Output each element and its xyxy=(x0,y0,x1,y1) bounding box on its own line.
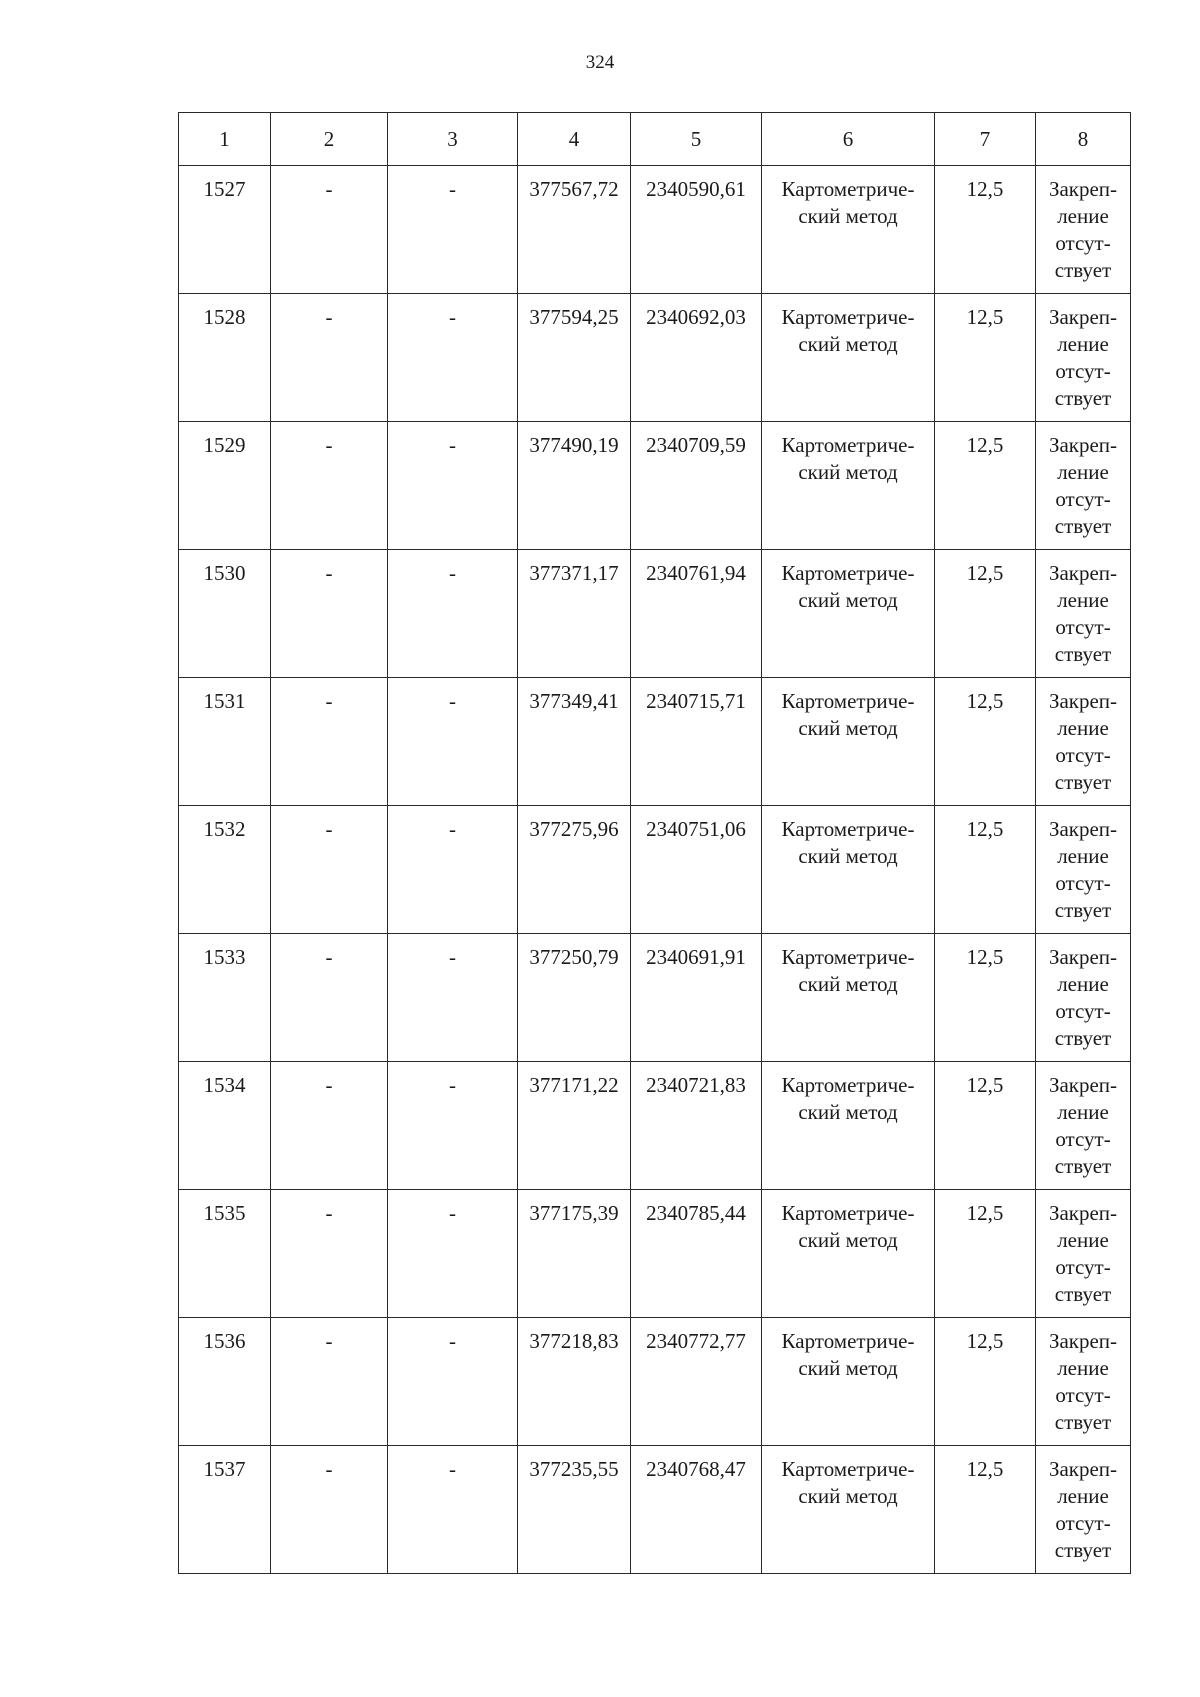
method-line: Картометриче- xyxy=(781,817,915,841)
fixing-line: ствует xyxy=(1054,514,1112,538)
fixing-cell xyxy=(1036,1446,1131,1574)
fixing-line: ствует xyxy=(1054,258,1112,282)
y-coordinate-cell: 2340761,94 xyxy=(631,550,762,678)
table-row xyxy=(179,678,1131,806)
y-coordinate-cell: 2340715,71 xyxy=(631,678,762,806)
point-id-cell: 1528 xyxy=(179,294,271,422)
col3-cell: - xyxy=(388,678,518,806)
point-id-cell: 1535 xyxy=(179,1190,271,1318)
fixing-cell xyxy=(1036,1318,1131,1446)
fixing-cell xyxy=(1036,422,1131,550)
fixing-line: ствует xyxy=(1054,1026,1112,1050)
table-row xyxy=(179,934,1131,1062)
fixing-line: отсут- xyxy=(1055,359,1111,383)
fixing-line: отсут- xyxy=(1055,743,1111,767)
method-line: Картометриче- xyxy=(781,305,915,329)
header-cell-3: 3 xyxy=(388,113,518,166)
table-row xyxy=(179,422,1131,550)
fixing-cell xyxy=(1036,678,1131,806)
accuracy-cell: 12,5 xyxy=(935,1318,1036,1446)
col3-cell: - xyxy=(388,1318,518,1446)
fixing-line: ление xyxy=(1057,844,1109,868)
fixing-line: ление xyxy=(1057,460,1109,484)
fixing-line: отсут- xyxy=(1055,1511,1111,1535)
fixing-line: ление xyxy=(1057,1356,1109,1380)
fixing-line: Закреп- xyxy=(1048,305,1118,329)
accuracy-cell: 12,5 xyxy=(935,166,1036,294)
y-coordinate-cell: 2340590,61 xyxy=(631,166,762,294)
x-coordinate-cell: 377490,19 xyxy=(518,422,631,550)
method-line: ский метод xyxy=(798,588,898,612)
fixing-cell xyxy=(1036,934,1131,1062)
fixing-cell xyxy=(1036,1062,1131,1190)
x-coordinate-cell: 377171,22 xyxy=(518,1062,631,1190)
point-id-cell: 1533 xyxy=(179,934,271,1062)
fixing-line: ствует xyxy=(1054,898,1112,922)
method-cell xyxy=(762,166,935,294)
col3-cell: - xyxy=(388,1446,518,1574)
table-row xyxy=(179,1062,1131,1190)
fixing-line: ствует xyxy=(1054,1410,1112,1434)
fixing-line: отсут- xyxy=(1055,1255,1111,1279)
fixing-line: Закреп- xyxy=(1048,433,1118,457)
y-coordinate-cell: 2340691,91 xyxy=(631,934,762,1062)
table-row xyxy=(179,166,1131,294)
accuracy-cell: 12,5 xyxy=(935,806,1036,934)
header-cell-6: 6 xyxy=(762,113,935,166)
method-cell xyxy=(762,1318,935,1446)
col2-cell: - xyxy=(271,294,388,422)
header-cell-1: 1 xyxy=(179,113,271,166)
method-line: ский метод xyxy=(798,972,898,996)
fixing-line: отсут- xyxy=(1055,487,1111,511)
col2-cell: - xyxy=(271,806,388,934)
fixing-line: отсут- xyxy=(1055,231,1111,255)
method-line: Картометриче- xyxy=(781,1329,915,1353)
point-id-cell: 1531 xyxy=(179,678,271,806)
table-body xyxy=(179,166,1131,1574)
table-row xyxy=(179,1446,1131,1574)
x-coordinate-cell: 377218,83 xyxy=(518,1318,631,1446)
col2-cell: - xyxy=(271,934,388,1062)
method-line: ский метод xyxy=(798,332,898,356)
header-cell-5: 5 xyxy=(631,113,762,166)
y-coordinate-cell: 2340721,83 xyxy=(631,1062,762,1190)
y-coordinate-cell: 2340772,77 xyxy=(631,1318,762,1446)
method-line: ский метод xyxy=(798,844,898,868)
col2-cell: - xyxy=(271,550,388,678)
coordinates-table xyxy=(178,112,1131,1574)
fixing-line: ствует xyxy=(1054,1538,1112,1562)
accuracy-cell: 12,5 xyxy=(935,294,1036,422)
fixing-line: ствует xyxy=(1054,386,1112,410)
point-id-cell: 1536 xyxy=(179,1318,271,1446)
accuracy-cell: 12,5 xyxy=(935,1190,1036,1318)
method-line: ский метод xyxy=(798,1356,898,1380)
y-coordinate-cell: 2340709,59 xyxy=(631,422,762,550)
x-coordinate-cell: 377275,96 xyxy=(518,806,631,934)
point-id-cell: 1530 xyxy=(179,550,271,678)
point-id-cell: 1534 xyxy=(179,1062,271,1190)
method-cell xyxy=(762,1190,935,1318)
y-coordinate-cell: 2340692,03 xyxy=(631,294,762,422)
col2-cell: - xyxy=(271,1062,388,1190)
method-line: ский метод xyxy=(798,716,898,740)
point-id-cell: 1532 xyxy=(179,806,271,934)
x-coordinate-cell: 377250,79 xyxy=(518,934,631,1062)
x-coordinate-cell: 377349,41 xyxy=(518,678,631,806)
x-coordinate-cell: 377567,72 xyxy=(518,166,631,294)
col2-cell: - xyxy=(271,1318,388,1446)
header-cell-4: 4 xyxy=(518,113,631,166)
accuracy-cell: 12,5 xyxy=(935,422,1036,550)
col3-cell: - xyxy=(388,166,518,294)
method-cell xyxy=(762,934,935,1062)
fixing-line: Закреп- xyxy=(1048,1457,1118,1481)
header-cell-2: 2 xyxy=(271,113,388,166)
point-id-cell: 1527 xyxy=(179,166,271,294)
table-row xyxy=(179,294,1131,422)
fixing-line: Закреп- xyxy=(1048,1201,1118,1225)
fixing-cell xyxy=(1036,550,1131,678)
fixing-line: отсут- xyxy=(1055,871,1111,895)
method-cell xyxy=(762,1062,935,1190)
fixing-line: Закреп- xyxy=(1048,561,1118,585)
header-cell-8: 8 xyxy=(1036,113,1131,166)
col3-cell: - xyxy=(388,806,518,934)
method-cell xyxy=(762,1446,935,1574)
fixing-line: ление xyxy=(1057,972,1109,996)
y-coordinate-cell: 2340768,47 xyxy=(631,1446,762,1574)
fixing-cell xyxy=(1036,166,1131,294)
method-line: ский метод xyxy=(798,204,898,228)
header-row xyxy=(179,113,1131,166)
fixing-cell xyxy=(1036,1190,1131,1318)
point-id-cell: 1537 xyxy=(179,1446,271,1574)
fixing-line: Закреп- xyxy=(1048,817,1118,841)
method-line: Картометриче- xyxy=(781,1457,915,1481)
col3-cell: - xyxy=(388,934,518,1062)
x-coordinate-cell: 377371,17 xyxy=(518,550,631,678)
method-cell xyxy=(762,806,935,934)
fixing-line: ление xyxy=(1057,1228,1109,1252)
accuracy-cell: 12,5 xyxy=(935,934,1036,1062)
col2-cell: - xyxy=(271,1190,388,1318)
fixing-line: Закреп- xyxy=(1048,1329,1118,1353)
accuracy-cell: 12,5 xyxy=(935,678,1036,806)
method-line: Картометриче- xyxy=(781,1073,915,1097)
method-line: Картометриче- xyxy=(781,1201,915,1225)
header-cell-7: 7 xyxy=(935,113,1036,166)
method-line: ский метод xyxy=(798,1100,898,1124)
table-row xyxy=(179,1190,1131,1318)
col2-cell: - xyxy=(271,422,388,550)
col3-cell: - xyxy=(388,422,518,550)
fixing-line: ление xyxy=(1057,716,1109,740)
fixing-line: Закреп- xyxy=(1048,689,1118,713)
method-line: Картометриче- xyxy=(781,945,915,969)
point-id-cell: 1529 xyxy=(179,422,271,550)
col2-cell: - xyxy=(271,1446,388,1574)
fixing-line: Закреп- xyxy=(1048,945,1118,969)
fixing-line: ление xyxy=(1057,588,1109,612)
fixing-cell xyxy=(1036,806,1131,934)
method-line: ский метод xyxy=(798,460,898,484)
fixing-line: Закреп- xyxy=(1048,1073,1118,1097)
col3-cell: - xyxy=(388,1062,518,1190)
x-coordinate-cell: 377235,55 xyxy=(518,1446,631,1574)
method-cell xyxy=(762,678,935,806)
method-cell xyxy=(762,422,935,550)
method-cell xyxy=(762,550,935,678)
col2-cell: - xyxy=(271,678,388,806)
fixing-line: отсут- xyxy=(1055,615,1111,639)
col3-cell: - xyxy=(388,294,518,422)
accuracy-cell: 12,5 xyxy=(935,1446,1036,1574)
fixing-line: отсут- xyxy=(1055,1383,1111,1407)
fixing-line: ление xyxy=(1057,1100,1109,1124)
accuracy-cell: 12,5 xyxy=(935,550,1036,678)
fixing-line: ствует xyxy=(1054,1154,1112,1178)
table-row xyxy=(179,1318,1131,1446)
x-coordinate-cell: 377594,25 xyxy=(518,294,631,422)
method-line: Картометриче- xyxy=(781,177,915,201)
fixing-line: отсут- xyxy=(1055,1127,1111,1151)
method-line: Картометриче- xyxy=(781,689,915,713)
col2-cell: - xyxy=(271,166,388,294)
fixing-line: ствует xyxy=(1054,1282,1112,1306)
fixing-line: ление xyxy=(1057,204,1109,228)
method-line: ский метод xyxy=(798,1484,898,1508)
col3-cell: - xyxy=(388,1190,518,1318)
page-number: 324 xyxy=(585,52,615,73)
fixing-line: отсут- xyxy=(1055,999,1111,1023)
fixing-line: Закреп- xyxy=(1048,177,1118,201)
x-coordinate-cell: 377175,39 xyxy=(518,1190,631,1318)
fixing-line: ствует xyxy=(1054,770,1112,794)
col3-cell: - xyxy=(388,550,518,678)
fixing-cell xyxy=(1036,294,1131,422)
method-line: Картометриче- xyxy=(781,433,915,457)
method-line: ский метод xyxy=(798,1228,898,1252)
y-coordinate-cell: 2340785,44 xyxy=(631,1190,762,1318)
table-row xyxy=(179,550,1131,678)
fixing-line: ствует xyxy=(1054,642,1112,666)
table-header xyxy=(179,113,1131,166)
y-coordinate-cell: 2340751,06 xyxy=(631,806,762,934)
fixing-line: ление xyxy=(1057,1484,1109,1508)
method-cell xyxy=(762,294,935,422)
table-row xyxy=(179,806,1131,934)
accuracy-cell: 12,5 xyxy=(935,1062,1036,1190)
fixing-line: ление xyxy=(1057,332,1109,356)
method-line: Картометриче- xyxy=(781,561,915,585)
